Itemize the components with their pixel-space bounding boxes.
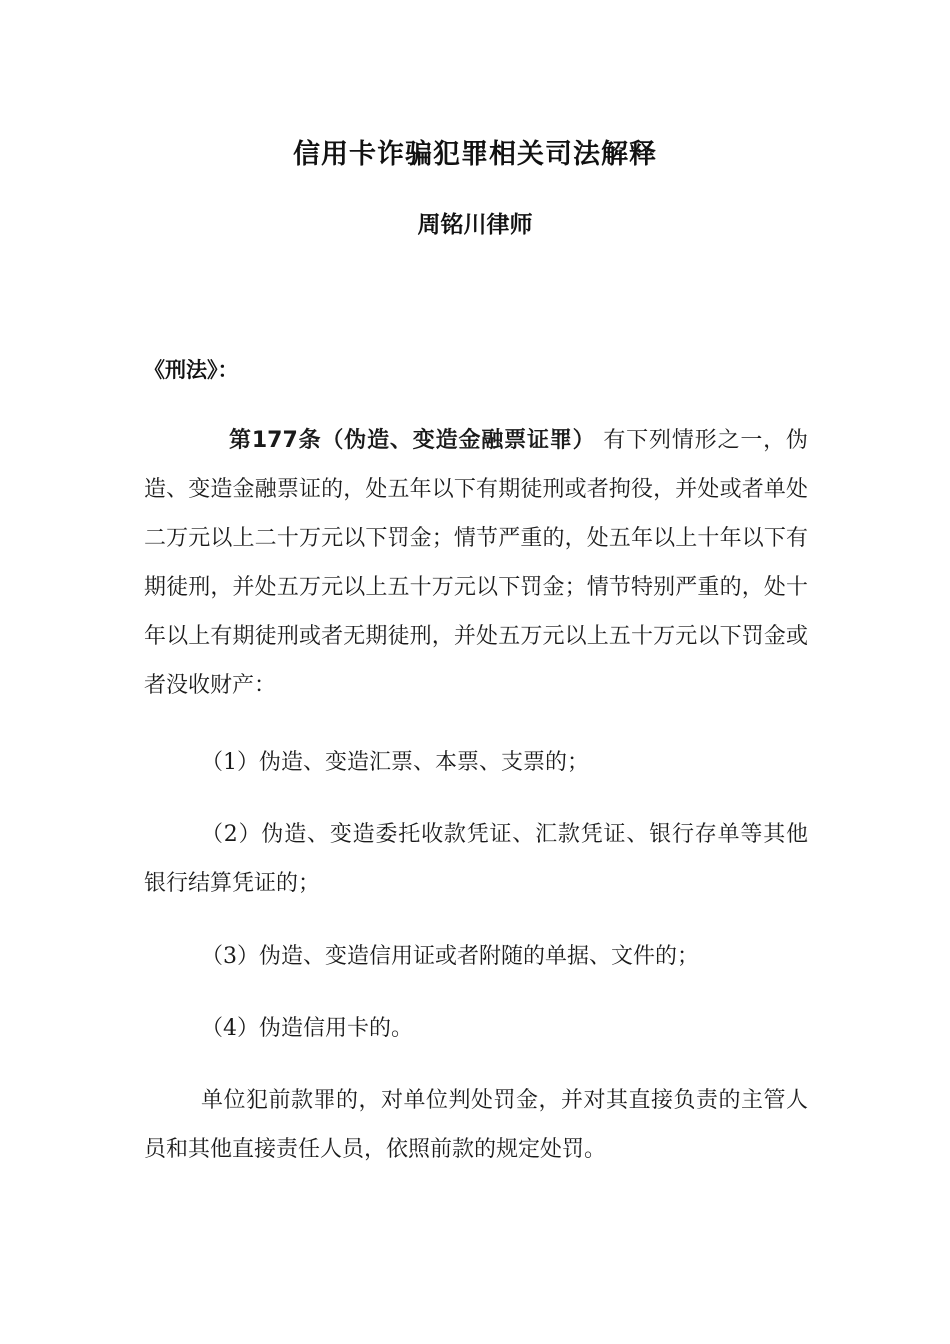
document-title: 信用卡诈骗犯罪相关司法解释 [293,139,657,170]
list-item: （1）伪造、变造汇票、本票、支票的； [201,750,589,775]
document-author: 周铭川律师 [417,212,533,238]
list-item: （3）伪造、变造信用证或者附随的单据、文件的； [201,944,699,969]
list-item: （2）伪造、变造委托收款凭证、汇款凭证、银行存单等其他银行结算凭证的； [144,822,808,896]
unit-crime-paragraph: 单位犯前款罪的，对单位判处罚金，并对其直接负责的主管人员和其他直接责任人员，依照前款的规定处罚。 [144,1088,808,1162]
article-177-paragraph [144,416,808,710]
list-item: （4）伪造信用卡的。 [201,1016,413,1041]
section-label-criminal-law: 《刑法》： [144,358,239,382]
article-177-text: 有下列情形之一，伪造、变造金融票证的，处五年以下有期徒刑或者拘役，并处或者单处二万元以上二十万元以下罚金；情节严重的，处五年以上十年以下有期徒刑，并处五万元以上五十万元以下罚金；情节特别严重的，处十年以上有期徒刑或者无期徒刑，并处五万元以上五十万元以下罚金或者没收财产： [144,428,808,698]
article-177-heading: 第177条（伪造、变造金融票证罪） [229,428,596,453]
